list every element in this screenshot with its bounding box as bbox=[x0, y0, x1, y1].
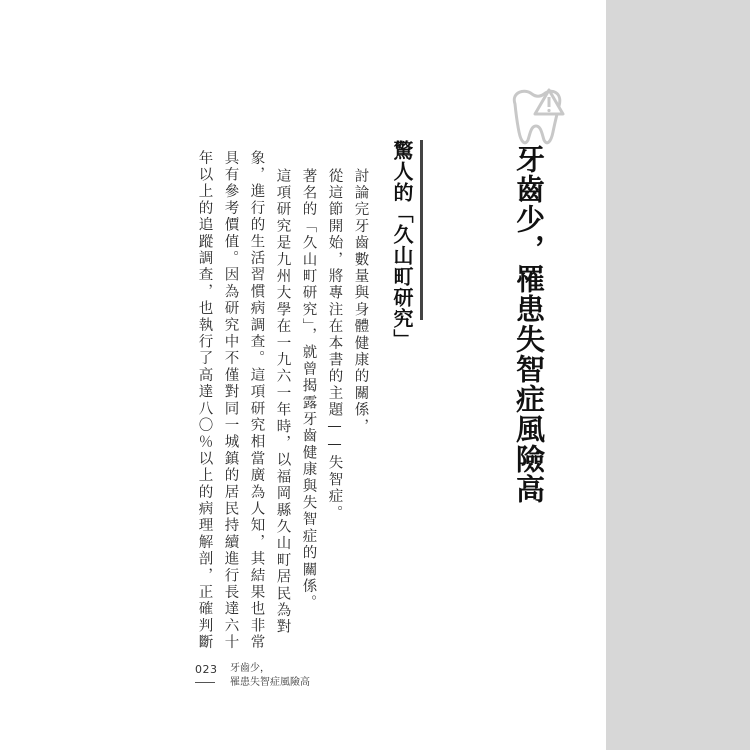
body-line-7: 年以上的追蹤調查，也執行了高達八〇％以上的病理解剖，正確判斷 bbox=[196, 150, 213, 651]
body-line-3: 著名的「久山町研究」，就曾揭露牙齒健康與失智症的關係。 bbox=[300, 168, 317, 612]
running-title-line-2: 罹患失智症風險高 bbox=[230, 677, 310, 688]
running-title bbox=[230, 662, 310, 690]
section-heading-rule bbox=[420, 140, 423, 320]
body-line-2: 從這節開始，將專注在本書的主題——失智症。 bbox=[326, 168, 343, 522]
page-gutter-band bbox=[606, 0, 750, 750]
page-number: 023 bbox=[195, 663, 218, 676]
body-line-4: 這項研究是九州大學在一九六一年時，以福岡縣久山町居民為對 bbox=[274, 168, 291, 636]
section-heading: 驚人的「久山町研究」 bbox=[390, 140, 414, 350]
chapter-title: 牙齒少，罹患失智症風險高 bbox=[512, 144, 546, 504]
body-line-6: 具有參考價值。因為研究中不僅對同一城鎮的居民持續進行長達六十 bbox=[222, 150, 239, 651]
body-line-1: 討論完牙齒數量與身體健康的關係， bbox=[352, 168, 369, 436]
body-line-5: 象，進行的生活習慣病調查。這項研究相當廣為人知，其結果也非常 bbox=[248, 150, 265, 651]
running-title-line-1: 牙齒少， bbox=[230, 663, 270, 674]
tooth-warning-icon bbox=[505, 84, 567, 150]
page-number-rule bbox=[195, 682, 215, 683]
